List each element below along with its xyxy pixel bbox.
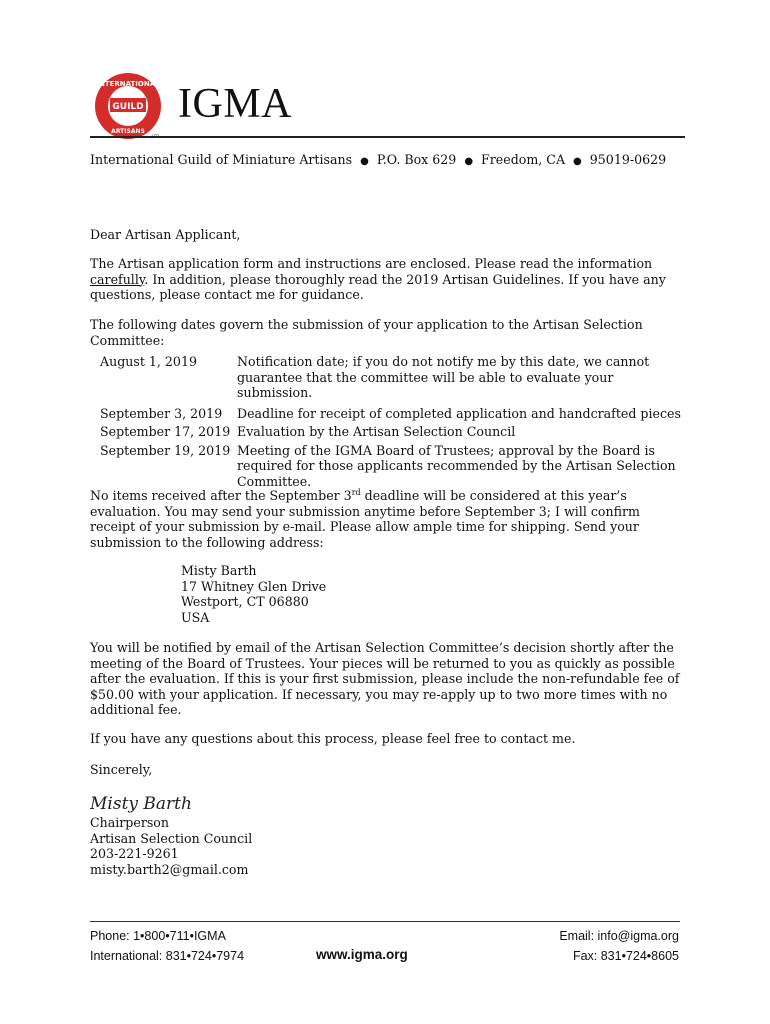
bullet-icon: ● — [464, 156, 474, 167]
footer-phone: Phone: 1•800•711•IGMA — [90, 929, 226, 943]
address-line: USA — [181, 609, 210, 625]
signature: Misty Barth — [90, 794, 192, 814]
svg-text:LTD: LTD — [152, 134, 160, 139]
dates-table — [100, 354, 690, 489]
paragraph-intro — [90, 256, 690, 303]
address-line: Misty Barth — [181, 563, 257, 578]
paragraph-dates-intro: The following dates govern the submission of your application to the Artisan Selection Committee: — [90, 317, 643, 348]
igma-guild-logo — [88, 70, 168, 142]
deadline-text-rest: deadline will be considered at this year’s evaluation. You may send your submission anytime before September 3; I will confirm receipt of your submission by e-mail. Please allow ample time for shipping. Send your submission to the following address: — [90, 488, 640, 550]
footer-email[interactable]: Email: info@igma.org — [559, 929, 679, 943]
signer-council: Artisan Selection Council — [90, 830, 253, 846]
address-line: 17 Whitney Glen Drive — [181, 578, 327, 594]
paragraph-intro-line-2 — [90, 272, 690, 288]
po-box: P.O. Box 629 — [376, 152, 457, 167]
address-line: Westport, CT 06880 — [181, 594, 309, 609]
svg-text:ARTISANS: ARTISANS — [111, 128, 145, 135]
header-rule-left — [90, 136, 170, 138]
date-description: Notification date; if you do not notify me by this date, we cannot guarantee that the committee will be able to evaluate your submission. — [237, 354, 650, 400]
org-name: International Guild of Miniature Artisans — [90, 152, 353, 167]
footer-fax: Fax: 831•724•8605 — [572, 949, 679, 963]
date-row — [100, 443, 690, 490]
date-row — [100, 354, 690, 401]
city: Freedom, CA — [481, 152, 566, 167]
svg-text:GUILD: GUILD — [112, 102, 144, 112]
paragraph-intro-line-3: questions, please contact me for guidance. — [90, 287, 364, 302]
date-cell: September 3, 2019 — [100, 405, 223, 421]
header-rule — [166, 136, 685, 138]
date-description: Deadline for receipt of completed application and handcrafted pieces — [237, 405, 681, 421]
deadline-text-start: No items received after the September 3 — [90, 488, 352, 503]
bullet-icon: ● — [360, 156, 369, 167]
mailing-address — [181, 563, 326, 625]
paragraph-notification: You will be notified by email of the Artisan Selection Committee’s decision shortly after the meeting of the Board of Trustees. Your pieces will be returned to you as quickly as possible after the evaluation. If this is your first submission, please include the non-refundable fee of $50.00 with your application. If necessary, you may re-apply up to two more times with no additional fee. — [90, 640, 680, 717]
date-description: Evaluation by the Artisan Selection Council — [237, 424, 516, 439]
org-address-line — [90, 152, 666, 170]
emphasis-carefully: carefully — [90, 271, 145, 287]
date-row — [100, 424, 690, 440]
footer-website-link[interactable]: www.igma.org — [316, 947, 408, 962]
paragraph-intro-line-1: The Artisan application form and instructions are enclosed. Please read the information — [90, 256, 653, 271]
date-cell: August 1, 2019 — [100, 354, 197, 369]
svg-text:INTERNATIONAL: INTERNATIONAL — [96, 80, 160, 88]
zip: 95019-0629 — [589, 152, 667, 167]
closing: Sincerely, — [90, 762, 153, 777]
bullet-icon: ● — [573, 156, 582, 167]
signer-email[interactable]: misty.barth2@gmail.com — [90, 861, 249, 877]
signer-phone: 203-221-9261 — [90, 846, 179, 861]
salutation: Dear Artisan Applicant, — [90, 227, 241, 242]
signer-title: Chairperson — [90, 815, 169, 830]
date-description: Meeting of the IGMA Board of Trustees; approval by the Board is required for those applicants recommended by the Artisan Selection Committee. — [237, 442, 676, 489]
paragraph-intro-line-2-rest: . In addition, please thoroughly read the 2019 Artisan Guidelines. If you have any — [144, 271, 666, 287]
paragraph-questions: If you have any questions about this process, please feel free to contact me. — [90, 731, 576, 746]
paragraph-deadline — [90, 488, 685, 550]
date-cell: September 19, 2019 — [100, 442, 231, 458]
signature-block — [90, 815, 252, 877]
footer-rule — [90, 921, 680, 922]
date-cell: September 17, 2019 — [100, 424, 231, 439]
footer-international-phone: International: 831•724•7974 — [90, 949, 245, 963]
date-row — [100, 406, 690, 422]
brand-name: IGMA — [178, 81, 292, 127]
ordinal-suffix: rd — [351, 487, 361, 497]
